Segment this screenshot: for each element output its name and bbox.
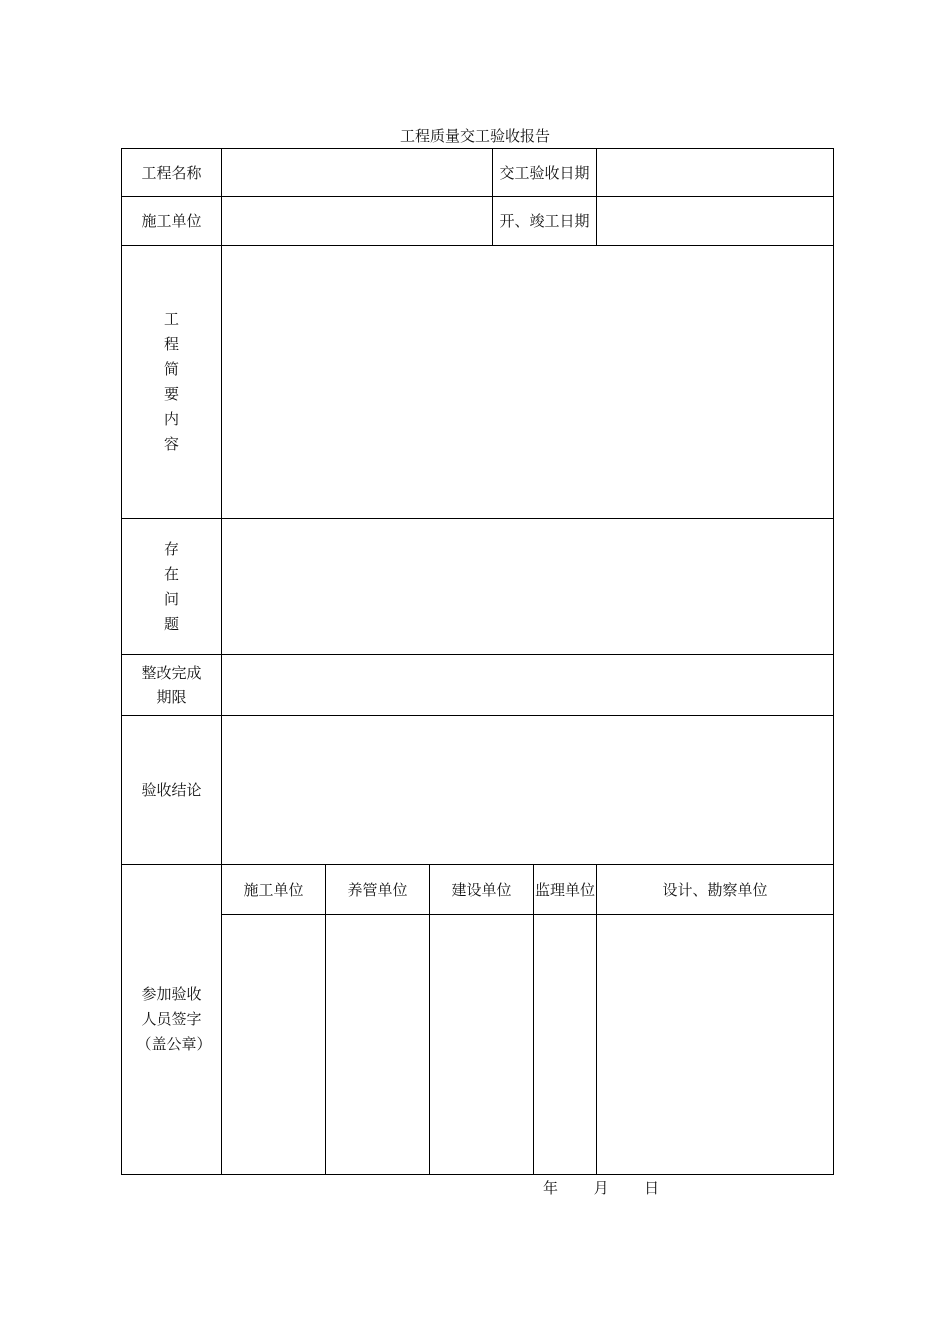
signature-field-supervision[interactable] [534, 915, 597, 1175]
label-project-name: 工程名称 [122, 149, 222, 197]
document-title: 工程质量交工验收报告 [399, 127, 550, 145]
construction-unit-field[interactable] [222, 197, 493, 246]
label-issues: 存在问题 [163, 539, 179, 633]
label-construction-unit: 施工单位 [122, 197, 222, 246]
label-signatures-cell [122, 865, 222, 1175]
date-month: 月 [593, 1179, 609, 1197]
label-rectification-deadline-cell [122, 655, 222, 716]
label-handover-date: 交工验收日期 [493, 149, 597, 197]
row-signature-fields [122, 915, 834, 1175]
project-name-field[interactable] [222, 149, 493, 197]
date-line [543, 1178, 659, 1198]
row-project-summary [122, 246, 834, 519]
row-rectification-deadline [122, 655, 834, 716]
signature-header-design-survey: 设计、勘察单位 [597, 865, 834, 915]
conclusion-field[interactable] [222, 716, 834, 865]
rectification-deadline-field[interactable] [222, 655, 834, 716]
label-project-summary: 工程简要内容 [163, 310, 179, 453]
signature-field-owner[interactable] [430, 915, 534, 1175]
label-project-summary-cell [122, 246, 222, 519]
label-rectification-deadline: 整改完成期限 [141, 664, 202, 706]
label-start-end-date: 开、竣工日期 [493, 197, 597, 246]
issues-field[interactable] [222, 519, 834, 655]
row-construction-unit [122, 197, 834, 246]
row-conclusion [122, 716, 834, 865]
signature-field-construction[interactable] [222, 915, 326, 1175]
handover-date-field[interactable] [597, 149, 834, 197]
signature-field-design-survey[interactable] [597, 915, 834, 1175]
start-end-date-field[interactable] [597, 197, 834, 246]
row-issues [122, 519, 834, 655]
signature-header-owner: 建设单位 [430, 865, 534, 915]
signature-header-construction: 施工单位 [222, 865, 326, 915]
project-summary-field[interactable] [222, 246, 834, 519]
signature-header-maintenance: 养管单位 [326, 865, 430, 915]
acceptance-report-table [121, 148, 834, 1175]
signature-header-supervision: 监理单位 [534, 865, 597, 915]
label-signatures: 参加验收人员签字（盖公章） [136, 985, 212, 1053]
date-day: 日 [644, 1179, 660, 1197]
row-project-name [122, 149, 834, 197]
date-year: 年 [543, 1179, 559, 1197]
label-issues-cell [122, 519, 222, 655]
row-signature-headers [122, 865, 834, 915]
signature-field-maintenance[interactable] [326, 915, 430, 1175]
label-conclusion: 验收结论 [122, 716, 222, 865]
